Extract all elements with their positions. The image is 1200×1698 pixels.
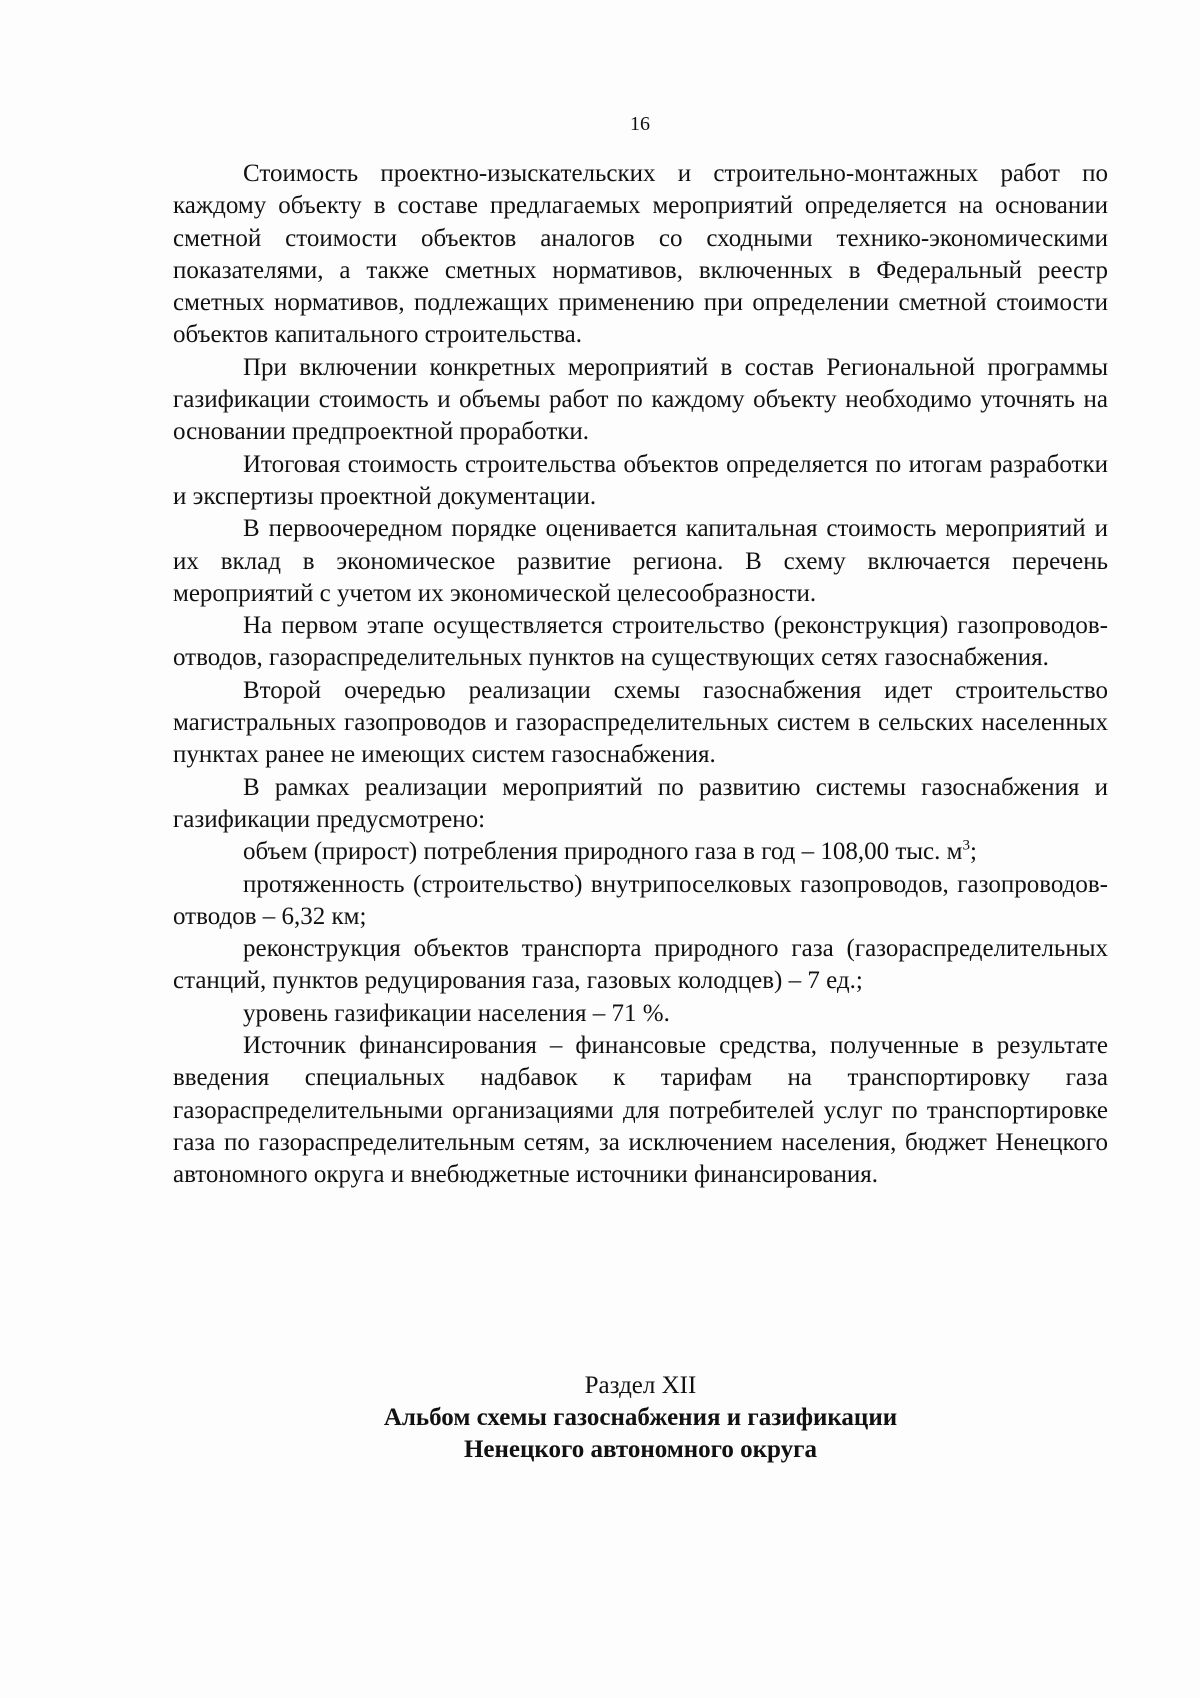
section-heading (173, 1370, 1108, 1466)
paragraph-funding-source: Источник финансирования – финансовые средства, полученные в результате введения специальных надбавок к тарифам на транспортировку газа газораспределительными организациями для потребителей услуг по транспортировке газа по газораспределительным сетям, за исключением населения, бюджет Ненецкого автономного округа и внебюджетные источники финансирования. (173, 1032, 1108, 1189)
gas-consumption-text: объем (прирост) потребления природного газа в год – 108,00 тыс. м (243, 838, 963, 866)
paragraph-gas-consumption (173, 836, 1108, 868)
paragraph-estimate-cost: Стоимость проектно-изыскательских и строительно-монтажных работ по каждому объекту в составе предлагаемых мероприятий определяется на основании сметной стоимости объектов аналогов со сходными технико-экономическими показателями, а также сметных нормативов, включенных в Федеральный реестр сметных нормативов, подлежащих применению при определении сметной стоимости объектов капитального строительства. (173, 160, 1108, 349)
section-number: Раздел XII (584, 1372, 697, 1399)
document-body (173, 158, 1108, 1192)
unit-superscript: 3 (962, 837, 970, 854)
paragraph-pipeline-length: протяженность (строительство) внутрипоселковых газопроводов, газопроводов-отводов – 6,32 км; (173, 870, 1108, 930)
page-number: 16 (630, 113, 650, 135)
paragraph-priority: В первоочередном порядке оценивается капитальная стоимость мероприятий и их вклад в экономическое развитие региона. В схему включается перечень мероприятий с учетом их экономической целесообразности. (173, 515, 1108, 607)
paragraph-regional-program: При включении конкретных мероприятий в состав Региональной программы газификации стоимость и объемы работ по каждому объекту необходимо уточнять на основании предпроектной проработки. (173, 353, 1108, 446)
paragraph-second-stage: Второй очередью реализации схемы газоснабжения идет строительство магистральных газопроводов и газораспределительных систем в сельских населенных пунктах ранее не имеющих систем газоснабжения. (173, 676, 1108, 769)
gas-consumption-suffix: ; (969, 838, 977, 866)
section-title-line-1: Альбом схемы газоснабжения и газификации (383, 1404, 898, 1431)
paragraph-final-cost: Итоговая стоимость строительства объектов определяется по итогам разработки и экспертизы проектной документации. (173, 450, 1108, 510)
section-title-line-2: Ненецкого автономного округа (463, 1436, 817, 1463)
paragraph-first-stage: На первом этапе осуществляется строительство (реконструкция) газопроводов-отводов, газораспределительных пунктов на существующих сетях газоснабжения. (173, 612, 1108, 672)
paragraph-reconstruction: реконструкция объектов транспорта природного газа (газораспределительных станций, пунктов редуцирования газа, газовых колодцев) – 7 ед.; (173, 935, 1108, 995)
paragraph-gasification-level: уровень газификации населения – 71 %. (243, 999, 670, 1027)
paragraph-planned-measures: В рамках реализации мероприятий по развитию системы газоснабжения и газификации предусмотрено: (173, 773, 1108, 833)
